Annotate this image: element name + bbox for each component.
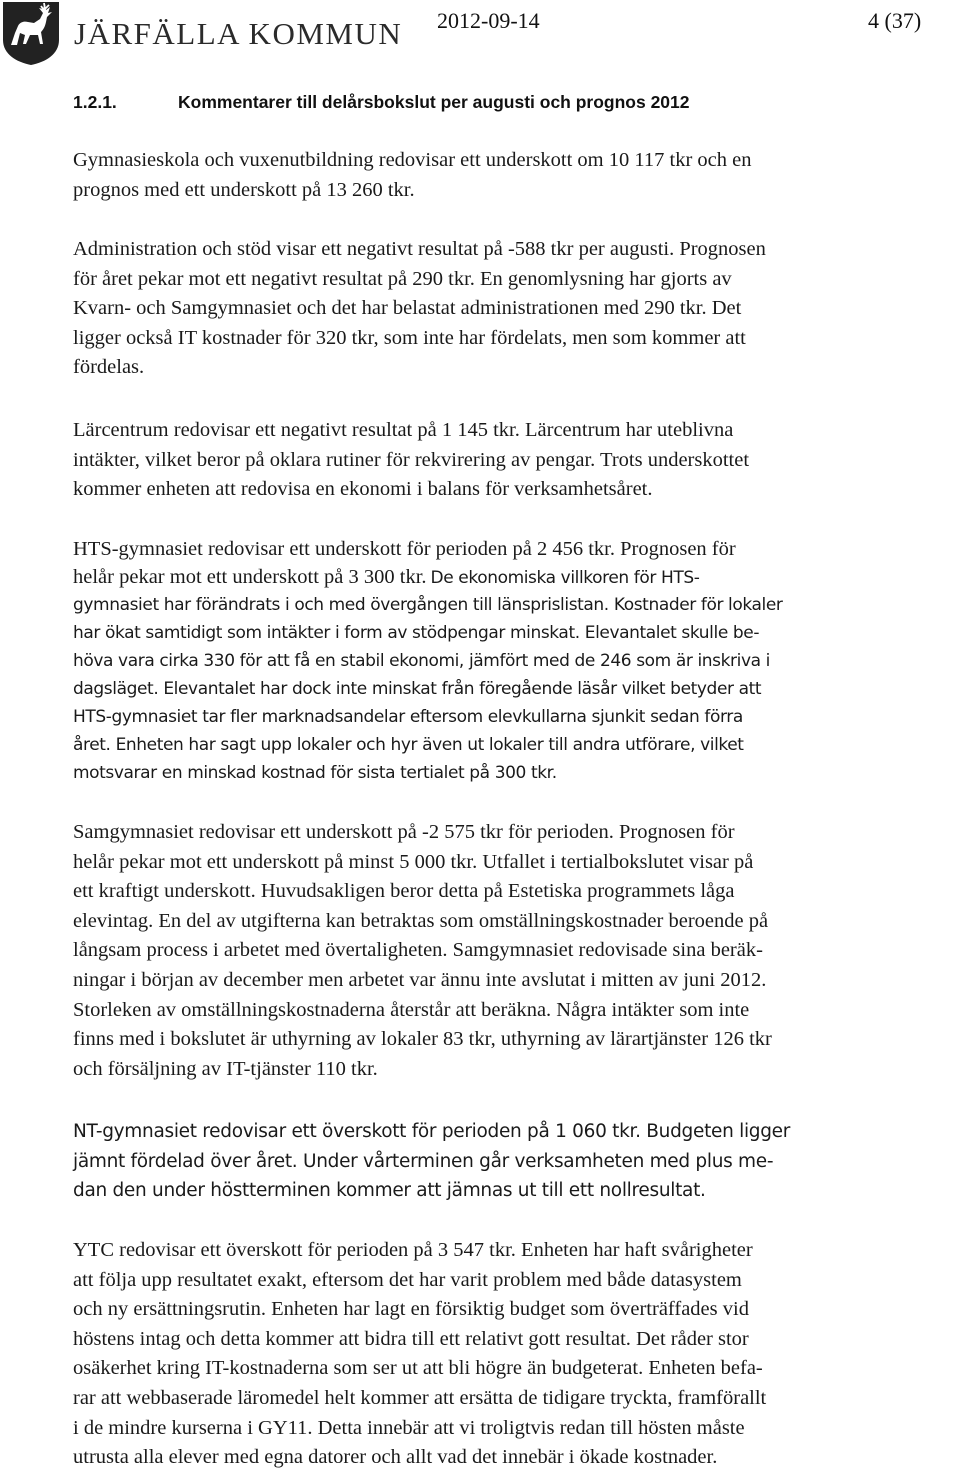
text-line: dagsläget. Elevantalet har dock inte minskat från föregående läsår vilket betyder att xyxy=(73,679,762,699)
text-line: HTS-gymnasiet redovisar ett underskott för perioden på 2 456 tkr. Prognosen för xyxy=(73,538,736,560)
text-line: elevintag. En del av utgifterna kan betraktas som omställningskostnader beroende på xyxy=(73,909,769,932)
text-line: ningar i början av december men arbetet var ännu inte avslutat i mitten av juni 2012. xyxy=(73,968,767,991)
text-line: Lärcentrum redovisar ett negativt resultat på 1 145 tkr. Lärcentrum har uteblivna xyxy=(73,419,734,441)
page-header xyxy=(0,0,960,70)
text-line: jämnt fördelad över året. Under vårterminen går verksamheten med plus me- xyxy=(73,1150,774,1172)
text-line: ett kraftigt underskott. Huvudsakligen beror detta på Estetiska programmets låga xyxy=(73,880,735,903)
text-line: utrusta alla elever med egna datorer och allt vad det innebär i ökade kostnader. xyxy=(73,1446,718,1469)
paragraph-nt-gymnasiet xyxy=(73,1117,790,1206)
paragraph-samgymnasiet xyxy=(73,818,772,1084)
text-line: HTS-gymnasiet tar fler marknadsandelar eftersom elevkullarna sjunkit sedan förra xyxy=(73,707,743,727)
text-fragment: De ekonomiska villkoren för HTS- xyxy=(430,568,700,588)
text-line: helår pekar mot ett underskott på minst 5 000 tkr. Utfallet i tertialbokslutet visar på xyxy=(73,850,754,873)
page-number: 4 (37) xyxy=(868,8,922,33)
text-line: höstens intag och detta kommer att bidra till ett relativt gott resultat. Det råder stor xyxy=(73,1327,749,1350)
text-line: för året pekar mot ett negativt resultat på 290 tkr. En genomlysning har gjorts av xyxy=(73,267,732,290)
text-line: rar att webbaserade läromedel helt kommer att ersätta de tidigare tryckta, framförallt xyxy=(73,1386,767,1409)
text-line: Samgymnasiet redovisar ett underskott på -2 575 tkr för perioden. Prognosen för xyxy=(73,821,735,843)
section-heading xyxy=(73,92,690,113)
text-line: att följa upp resultatet exakt, eftersom det har varit problem med både datasystem xyxy=(73,1268,742,1291)
text-line: höva vara cirka 330 för att få en stabil ekonomi, jämfört med de 246 som är inskriva i xyxy=(73,651,770,671)
paragraph-administration xyxy=(73,235,766,383)
text-line: dan den under höstterminen kommer att jämnas ut till ett nollresultat. xyxy=(73,1180,706,1202)
text-line: intäkter, vilket beror på oklara rutiner för rekvirering av pengar. Trots underskottet xyxy=(73,448,750,471)
logo-wordmark: JÄRFÄLLA KOMMUN xyxy=(74,16,403,51)
paragraph-hts xyxy=(73,535,783,787)
text-line: kommer enheten att redovisa en ekonomi i balans för verksamhetsåret. xyxy=(73,478,653,501)
text-line: och ny ersättningsrutin. Enheten har lagt en försiktig budget som överträffades vid xyxy=(73,1298,749,1321)
text-line: Kvarn- och Samgymnasiet och det har belastat administrationen med 290 tkr. Det xyxy=(73,297,742,320)
text-line: NT-gymnasiet redovisar ett överskott för perioden på 1 060 tkr. Budgeten ligger xyxy=(73,1121,791,1142)
text-line: YTC redovisar ett överskott för perioden på 3 547 tkr. Enheten har haft svårigheter xyxy=(73,1239,753,1261)
section-title: Kommentarer till delårsbokslut per augusti och prognos 2012 xyxy=(178,92,690,112)
text-line: ligger också IT kostnader för 320 tkr, som inte har fördelats, men som kommer att xyxy=(73,326,746,349)
paragraph-ytc xyxy=(73,1236,766,1473)
paragraph-larcentrum xyxy=(73,416,749,505)
text-line: gymnasiet har förändrats i och med övergången till länsprislistan. Kostnader för lokaler xyxy=(73,595,783,615)
text-line xyxy=(73,563,783,591)
coat-of-arms-logo xyxy=(0,0,62,66)
paragraph-summary xyxy=(73,146,751,205)
text-line: och försäljning av IT-tjänster 110 tkr. xyxy=(73,1057,378,1080)
text-line: i de mindre kurserna i GY11. Detta innebär att vi troligtvis redan till hösten måste xyxy=(73,1416,745,1439)
text-line: motsvarar en minskad kostnad för sista tertialet på 300 tkr. xyxy=(73,763,557,783)
text-line: prognos med ett underskott på 13 260 tkr. xyxy=(73,178,415,201)
text-line: Administration och stöd visar ett negativt resultat på -588 tkr per augusti. Prognosen xyxy=(73,238,766,260)
text-line: Storleken av omställningskostnaderna återstår att beräkna. Några intäkter som inte xyxy=(73,998,750,1021)
text-line: Gymnasieskola och vuxenutbildning redovisar ett underskott om 10 117 tkr och en xyxy=(73,149,752,171)
text-line: har ökat samtidigt som intäkter i form av stödpengar minskat. Elevantalet skulle be- xyxy=(73,623,760,643)
text-fragment: helår pekar mot ett underskott på 3 300 tkr. xyxy=(73,566,427,588)
text-line: långsam process i arbetet med övertaligheten. Samgymnasiet redovisade sina beräk- xyxy=(73,939,763,962)
text-line: fördelas. xyxy=(73,356,145,379)
section-number: 1.2.1. xyxy=(73,92,117,112)
text-line: finns med i bokslutet är uthyrning av lokaler 83 tkr, uthyrning av lärartjänster 126 tkr xyxy=(73,1028,772,1051)
text-line: osäkerhet kring IT-kostnaderna som ser ut att bli högre än budgeterat. Enheten befa- xyxy=(73,1357,763,1380)
document-date: 2012-09-14 xyxy=(437,8,540,33)
text-line: året. Enheten har sagt upp lokaler och hyr även ut lokaler till andra utförare, vilket xyxy=(73,735,744,755)
